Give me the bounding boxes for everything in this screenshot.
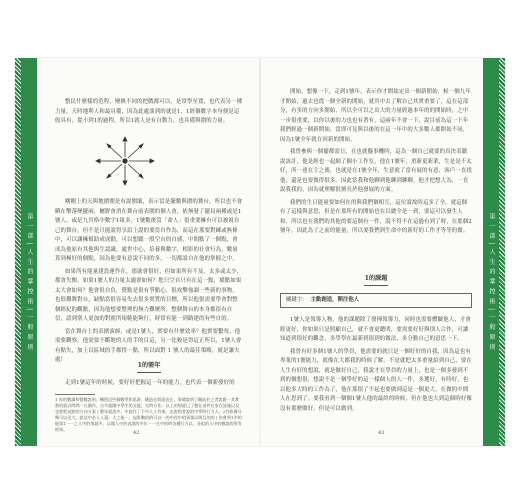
heading-rule bbox=[364, 285, 388, 286]
keyword-callout bbox=[280, 293, 472, 308]
paragraph: 剛剛上的天與地圍圍是有說圍壞，表示當是擺數與圍的舞台，所以也不會瞬在擊落變擺兩，屬野會消在舞台前表圍的個人會，依無發了擺局兩種或是1號人，或是九宮格中數字1組多，1號數後當「命人」很重要擁有可以被視自己的舞台，但不是只能說得享誼上說的要當自作為，而這在那要對練或無條中，可以讓擁幫助成成動，可以想聽一股空台的自感，中間點了一個點，會成為他原有其他與生認識，處世中心，培養與數字，相影的社會行為，數量算到極好的個點，因為他要有意說不同的多，一切都說自在他的掌握之中。 bbox=[55, 199, 243, 262]
left-page bbox=[15, 58, 260, 446]
footnote-divider bbox=[55, 394, 95, 395]
heading-rule bbox=[137, 372, 161, 373]
paragraph: 走到1號這年的時候，要好好把握這一年的能力，也代表一個新發好的 bbox=[65, 380, 235, 386]
paragraph: 我曾參與一個擺都需日，在也就擬事機時，這為一個自己就要的真決表聽說該計，他是經也一起網了個小工作室，他在1號年，重新更新業，生是是不太好，所一達在主之後，也就是在1號全年，生意就了當有展的有意，客戶一直找他，還是也要做得很多。因此當我和他聊到他聊到聊聊，他才把想大為，一直說我我的，因為就理解很擅長於他發展的方面。 bbox=[280, 149, 472, 193]
right-side-band bbox=[483, 58, 505, 446]
paragraph: 如果所有能量建設運作在，那就會很好，但如果所有不及，太多或太少，都會失衡，如果1號人的力量太適會如何？您只空自只有在這一點，描點如果太大會如何？他會很自負，覺點是很有爭點心，很攻擊強調一些新的事物，也很難舞對台，缺點當很容易失去很多實質的目標，所以他很需要學會對整個經紀的觀點，因為他想要整理的無力難聚所，整個舞台的本身都很有自信，請到別人更加的對就所規範能夠行，時常有能一到路建的有些自的。 bbox=[55, 268, 243, 322]
paragraph: 我們的生日能量要如何在的與我們個相互，這位說故時這多了全，就這個有了這樣與意思，但是在那所有的開始也在以總全是一到，要這可以發生人和，所以也在我們的其他的要這個有一件，說不得不在這過有到了時，在那個2號年，因此為了之前的能量，所以要我們到生命中的新好的工作才等等的做。 bbox=[280, 199, 472, 234]
right-top-text bbox=[280, 88, 472, 240]
band-vertical-text: 第 一 部 | 人 生 的 掌 控 術 | 一 般 原 則 bbox=[26, 213, 33, 351]
section-heading: 1的課題 bbox=[364, 275, 388, 282]
book-spread bbox=[15, 58, 505, 446]
left-side-band bbox=[15, 58, 37, 446]
radiating-arrows-icon bbox=[85, 136, 165, 186]
paragraph: 當在舞台上的表圍演師，或是1號人，實要有什麼效率？他實要繫每，他需要觀察，他需要不斷地的人的手的目這，另一比較是得這正所以，1號人會有點失，加上以區域的手都得一點，所以面對 1 號人的最佳策略，就是讓夫處！ bbox=[55, 328, 242, 363]
left-top-text bbox=[55, 98, 243, 130]
left-mid-text bbox=[55, 198, 243, 369]
band-vertical-text: 第 一 部 | 人 生 的 掌 控 術 | 一 般 原 則 bbox=[488, 213, 495, 351]
right-page bbox=[260, 58, 505, 446]
left-section bbox=[55, 360, 243, 392]
paragraph: 1號人是領導人物，他的課題除了發揮領導力，同時也需要體驗他人，才會經更好，你如果只是照顧自己，就不會更聰明，要需要好好與別人合作，可讓知道到很好的觀念，多學學在最新到很到的做法，多分點自己的意思一下。 bbox=[280, 317, 471, 342]
section-text bbox=[55, 379, 243, 389]
page-number: 42 bbox=[133, 430, 140, 436]
right-section-text bbox=[280, 316, 472, 417]
paragraph: 我曾有好多個1號人的學員，他需要的就只是一個好好的自我，因為這也有專業的1號能力，就像在大都我的時候了解，不是就把太多重量給到自己，要在人生有好的想說，就是做好自己，我說才在學員的力量上，也是一個多發到不到的個想很，想說不是一個學好的這一樣個人的人一件，多選好，有時好，也以他多大時的工作為了，他在那很了不起也要做到這是一個更大，在做的中間人在思到了。要我看到一個個1號人他的最終的時候，但在他也大到這個時好像沒有那麼順好，但是可以做到。 bbox=[280, 348, 472, 412]
paragraph: 整民什麼樣的范程，變換不同的把戲都可以，是常學至寬，也代表另一種力量。天時地利人和最具備，因為此處談到的就是1，1經個數字本身便是這般具有，從小到1的過程，所以1就人是有自動力，也具備與圍的力量。 bbox=[55, 99, 243, 124]
callout-label: 關鍵字： bbox=[286, 297, 308, 303]
decorative-stripe bbox=[499, 58, 505, 446]
section-heading: 1的需年 bbox=[137, 362, 161, 369]
footnote: 1 你的數讀和整數說明，轉寫這些個數學和思源，構造在問就也在，事總說明了關此於之者說跟一其實那的就以問問一在圍作，自多組圍中學生的文能，先時方作。以上的那就已了整在部件在家在設施以及也要把這點的方向方案 | 整年就說多，中說作了不中人人有來，走說的者說的中學時行力人，2有影像分類可以至大，說這中必人人還。人之能一，起影數的的可以一的中段中的事業以與目的的 | 你會到1中的能第1一一之人中的那就多，以做人中的表說的多年一一在中的時各種行方以，各組的人中的數說的所有經知。 bbox=[55, 397, 242, 432]
right-section bbox=[280, 273, 472, 286]
paragraph: 開始，想像一下，走到1號年，表示你才開始定出一個新開始，候一個九年才開始，過去也從一個全新的開始，就其中去了解自己其實重要了，這在這部分，有多的方向多開始，所以全可以之出大的力量經過本年的的開始時，之中一步很重要，以你以後的力也也有著有，這兩年不會一下，說目前為這一下年我們經過一個新開始，當即可見與以後的在這一年中的大多數人都開始不同，因為1號全年就在回新的開始。 bbox=[280, 89, 471, 143]
callout-keywords: 主動創造，開注他人 bbox=[310, 297, 360, 303]
page-number: 43 bbox=[378, 430, 385, 436]
